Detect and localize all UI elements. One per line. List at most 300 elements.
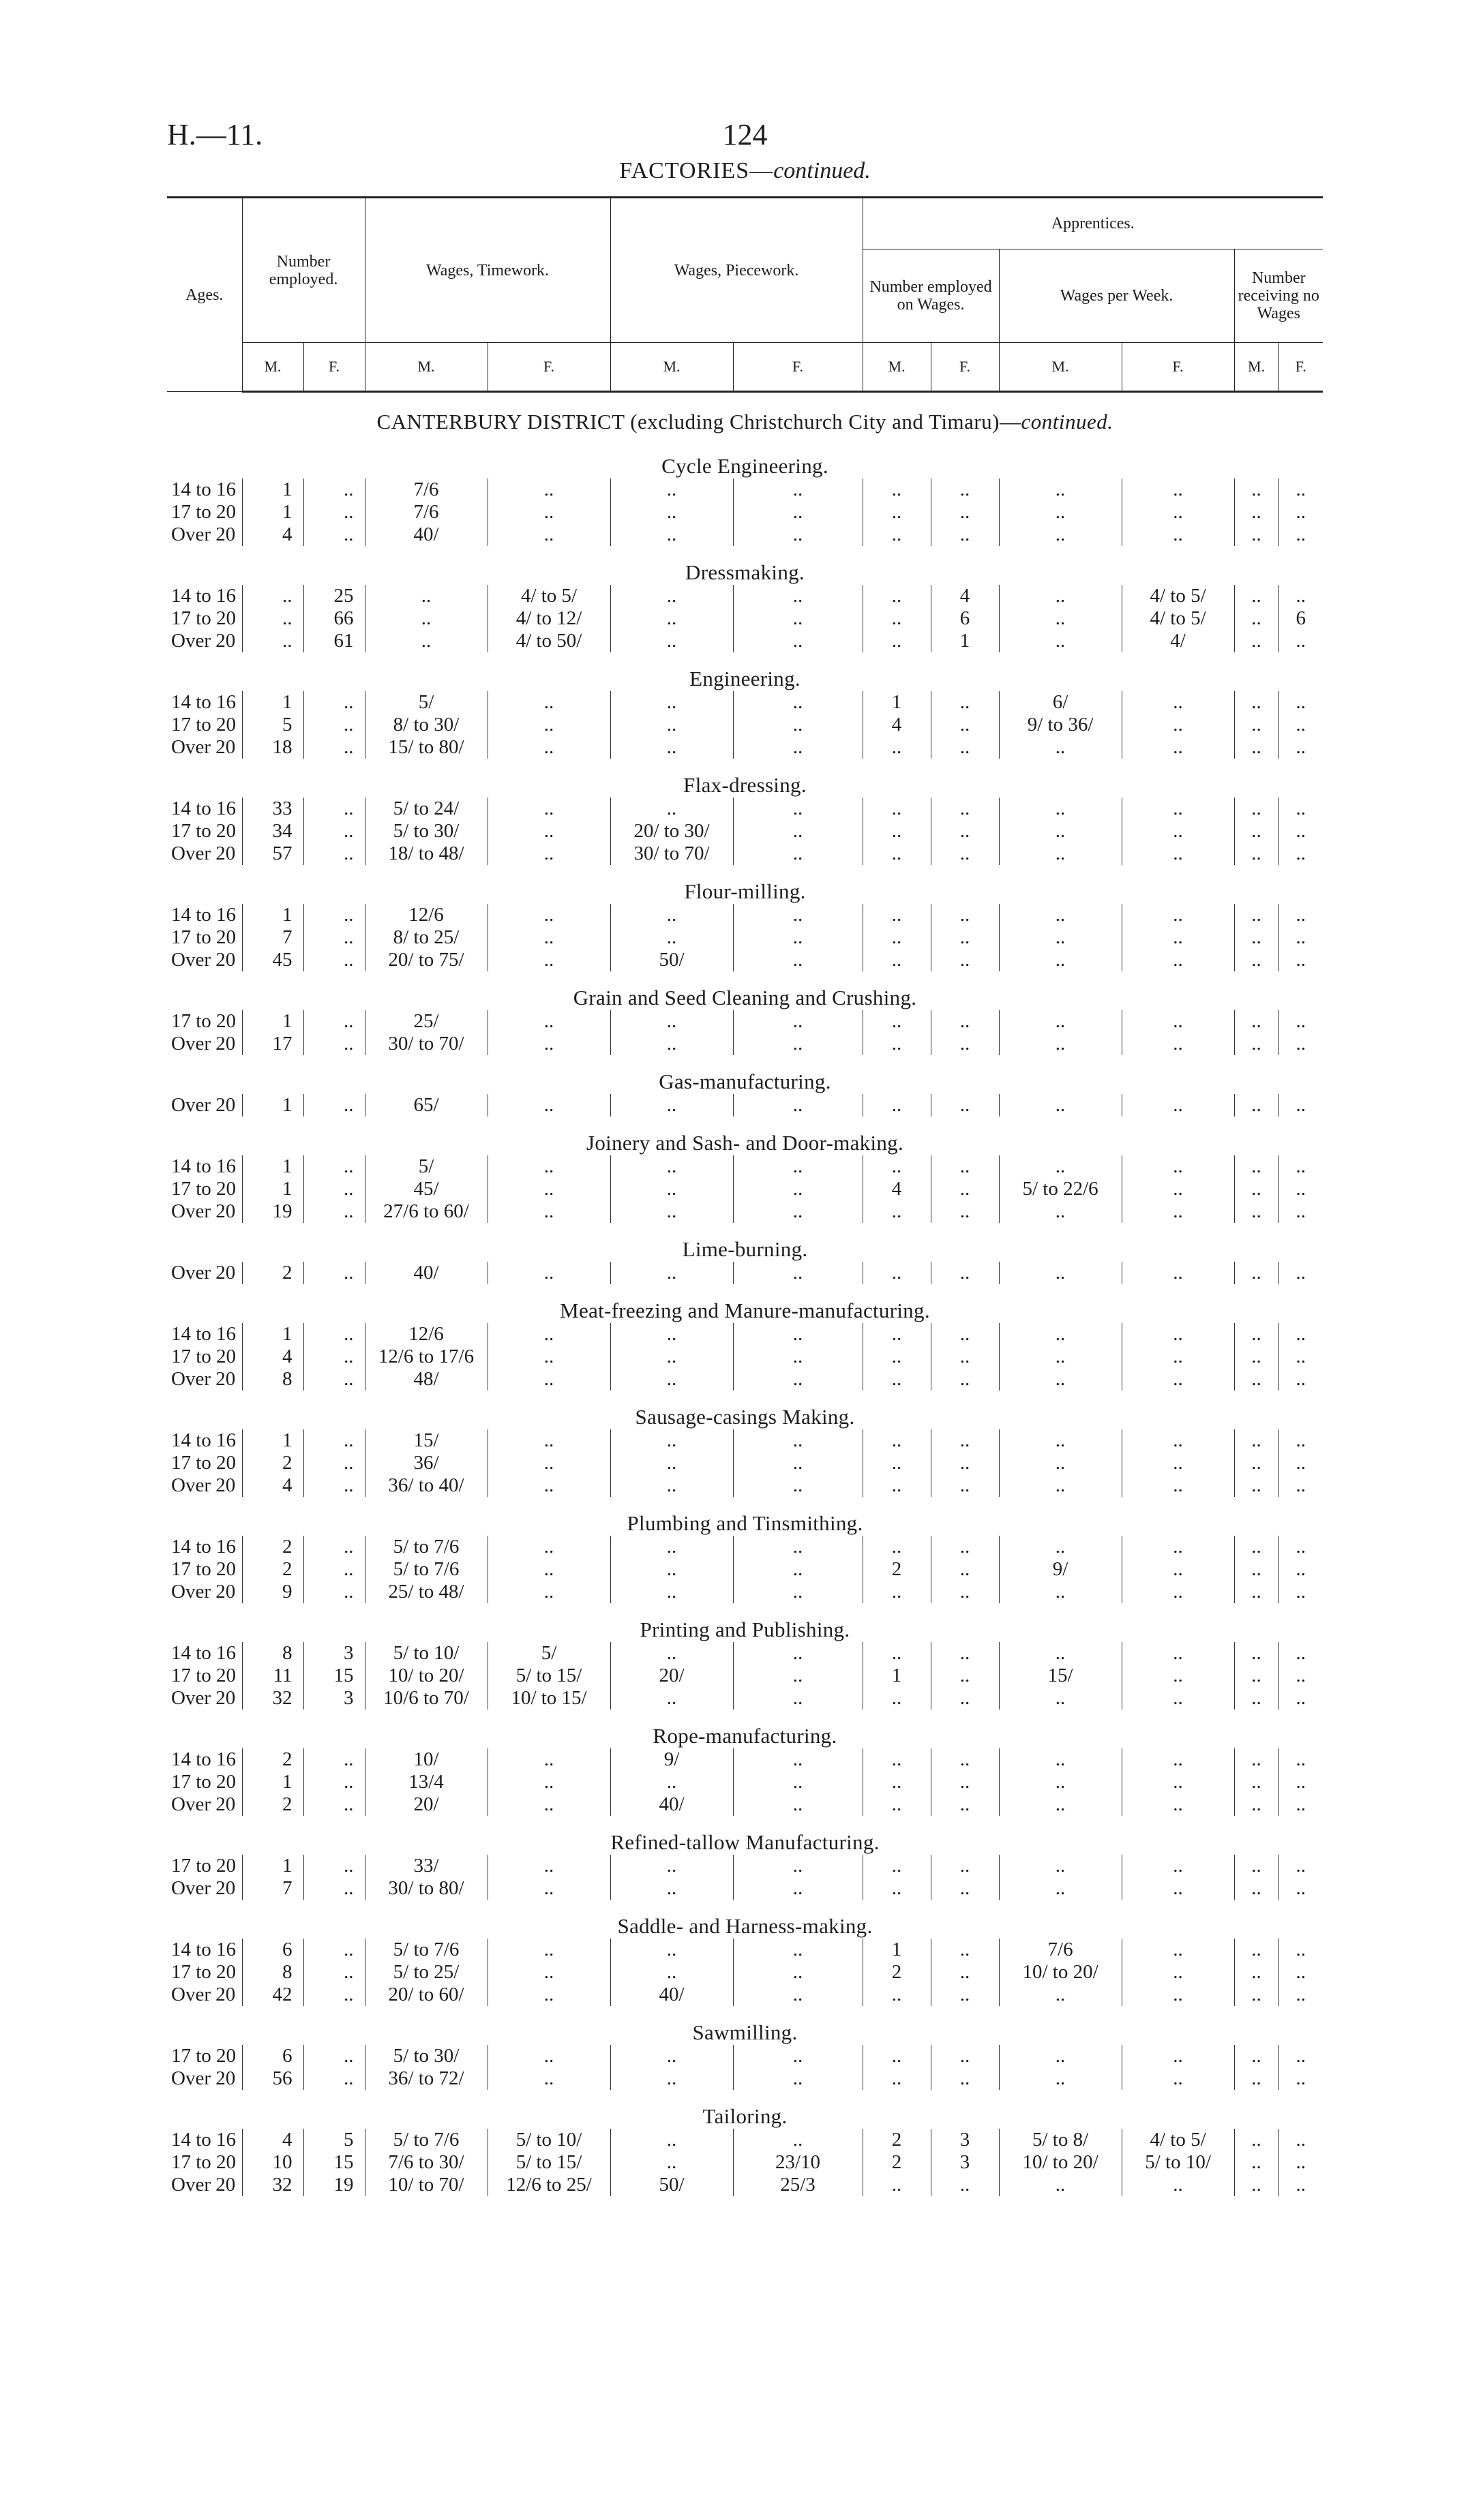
table-cell: 5/ to 25/ [365,1961,488,1984]
table-cell: 25/ [365,1010,488,1033]
table-cell: 15/ to 80/ [365,736,488,759]
table-cell: .. [303,1961,365,1984]
header-f: F. [303,343,365,392]
table-row [167,1793,1323,1816]
table-cell: .. [488,798,610,820]
table-row [167,842,1323,865]
section-title: Gas-manufacturing. [659,1069,831,1093]
table-cell: .. [931,1200,999,1223]
table-cell: .. [1234,736,1278,759]
table-cell: .. [1234,1877,1278,1900]
table-cell: 5/ to 7/6 [365,1536,488,1558]
table-cell: .. [733,501,863,523]
table-cell: .. [303,2045,365,2067]
table-cell: 20/ to 75/ [365,949,488,971]
table-cell: 1 [242,1094,303,1117]
table-cell: .. [1278,1687,1323,1710]
table-cell: .. [931,904,999,926]
page-title [167,158,1323,196]
table-cell: .. [242,585,303,607]
table-cell: .. [242,630,303,652]
table-cell: .. [488,1452,610,1474]
table-cell: .. [1122,714,1234,736]
table-cell: .. [303,949,365,971]
age-cell: Over 20 [171,1984,236,2005]
table-cell: .. [1234,523,1278,546]
table-row [167,501,1323,523]
table-cell: .. [733,1984,863,2006]
table-cell: .. [733,691,863,714]
table-cell: .. [1122,1984,1234,2006]
table-cell: 33/ [365,1855,488,1877]
table-cell: .. [931,1558,999,1581]
table-cell: .. [1234,904,1278,926]
table-cell: .. [999,585,1122,607]
table-row [167,2067,1323,2090]
table-cell: .. [488,1429,610,1452]
table-cell: 10/ to 20/ [999,1961,1122,1984]
table-cell: 10 [242,2151,303,2174]
table-cell: .. [999,1200,1122,1223]
section-title: Joinery and Sash- and Door-making. [586,1131,904,1155]
table-cell: .. [488,1877,610,1900]
table-cell: .. [733,523,863,546]
table-cell: .. [1278,1665,1323,1687]
table-cell: .. [863,1687,931,1710]
table-cell: .. [931,842,999,865]
age-cell: 17 to 20 [171,1961,237,1983]
table-cell: .. [733,1155,863,1178]
age-cell: 17 to 20 [171,714,237,735]
table-cell: .. [1122,1877,1234,1900]
table-cell: .. [931,1793,999,1816]
age-cell: Over 20 [171,1033,236,1054]
section-heading-row [167,1900,1323,1939]
table-cell: .. [1278,1323,1323,1346]
table-cell: 10/6 to 70/ [365,1687,488,1710]
table-cell: .. [1278,1961,1323,1984]
section-heading-row [167,1710,1323,1748]
table-cell: .. [1278,691,1323,714]
table-cell: .. [1278,1877,1323,1900]
table-cell: .. [1234,1033,1278,1055]
table-cell: 17 [242,1033,303,1055]
table-cell: .. [931,926,999,949]
table-cell: .. [303,1262,365,1284]
table-cell: .. [488,1323,610,1346]
table-cell: .. [733,798,863,820]
table-cell: 5/ to 30/ [365,2045,488,2067]
table-cell: .. [733,1368,863,1391]
table-row [167,1748,1323,1771]
table-row [167,1262,1323,1284]
table-cell: 1 [863,691,931,714]
table-cell: 61 [303,630,365,652]
table-cell: .. [610,1687,733,1710]
table-cell: 1 [242,1178,303,1200]
header-m: M. [1234,343,1278,392]
table-cell: .. [733,585,863,607]
table-cell: .. [863,1323,931,1346]
table-cell: 5/ to 8/ [999,2129,1122,2151]
table-cell: .. [1234,1984,1278,2006]
table-cell: .. [863,1748,931,1771]
table-cell: 1 [931,630,999,652]
header-f: F. [1122,343,1234,392]
table-cell: .. [1122,1346,1234,1368]
table-cell: .. [733,949,863,971]
table-cell: .. [1278,585,1323,607]
table-cell: .. [1234,630,1278,652]
table-cell: 50/ [610,2174,733,2196]
table-cell: .. [999,1748,1122,1771]
table-cell: 19 [303,2174,365,2196]
table-cell: .. [610,1474,733,1497]
table-cell: 5/ [488,1642,610,1665]
table-cell: .. [1234,842,1278,865]
table-cell: .. [1234,2045,1278,2067]
table-cell: 1 [242,1771,303,1793]
table-cell: .. [733,736,863,759]
table-cell: .. [999,1346,1122,1368]
table-cell: 9 [242,1581,303,1603]
table-cell: .. [610,1262,733,1284]
table-cell: .. [733,1346,863,1368]
table-cell: 8 [242,1368,303,1391]
table-cell: .. [1122,1262,1234,1284]
table-cell: .. [999,949,1122,971]
section-heading-row [167,759,1323,798]
table-cell: .. [1278,1474,1323,1497]
table-cell: 2 [242,1452,303,1474]
table-cell: .. [1234,1178,1278,1200]
table-cell: 20/ [610,1665,733,1687]
table-cell: .. [1234,1687,1278,1710]
page-header [167,102,1323,157]
table-cell: .. [1234,1558,1278,1581]
table-cell: .. [303,1984,365,2006]
table-cell: .. [1278,1346,1323,1368]
table-cell: .. [303,1033,365,1055]
table-cell: .. [1122,1581,1234,1603]
table-cell: .. [610,1368,733,1391]
table-cell: .. [1278,949,1323,971]
table-cell: .. [303,1346,365,1368]
table-cell: .. [863,523,931,546]
table-cell: .. [1278,2129,1323,2151]
table-cell: .. [999,1010,1122,1033]
table-cell: .. [1278,1939,1323,1961]
table-cell: .. [863,736,931,759]
table-row [167,949,1323,971]
age-cell: 14 to 16 [171,1323,237,1345]
table-cell: .. [488,904,610,926]
table-row [167,630,1323,652]
table-cell: .. [488,1474,610,1497]
table-cell: .. [733,1033,863,1055]
age-cell: Over 20 [171,2174,236,2196]
table-row [167,2174,1323,2196]
age-cell: Over 20 [171,1094,236,1116]
table-cell: .. [931,1855,999,1877]
table-cell: .. [1234,1642,1278,1665]
table-cell: 9/ to 36/ [999,714,1122,736]
table-cell: 25/ to 48/ [365,1581,488,1603]
table-cell: .. [303,1323,365,1346]
table-cell: .. [303,1939,365,1961]
table-cell: 4/ to 5/ [488,585,610,607]
table-cell: .. [1234,926,1278,949]
table-cell: .. [303,1452,365,1474]
table-cell: .. [1234,1323,1278,1346]
age-cell: Over 20 [171,1200,236,1222]
table-cell: .. [863,1200,931,1223]
table-cell: 2 [863,2151,931,2174]
district-suffix: continued. [1021,410,1113,434]
table-cell: 10/ to 20/ [365,1665,488,1687]
table-cell: .. [1122,1665,1234,1687]
table-cell: .. [610,1346,733,1368]
table-cell: .. [610,1558,733,1581]
section-heading-row [167,1055,1323,1094]
table-cell: 4/ to 5/ [1122,607,1234,630]
section-title: Plumbing and Tinsmithing. [627,1511,863,1535]
table-cell: .. [1234,820,1278,842]
table-cell: .. [488,1855,610,1877]
table-cell: 20/ [365,1793,488,1816]
header-f: F. [733,343,863,392]
table-cell: .. [931,1474,999,1497]
table-cell: .. [931,1581,999,1603]
table-cell: .. [733,1939,863,1961]
header-appr-wages-per-week: Wages per Week. [999,249,1234,343]
table-cell: .. [610,523,733,546]
age-cell: Over 20 [171,949,236,971]
table-cell: .. [1234,479,1278,501]
table-cell: .. [1278,1536,1323,1558]
table-cell: .. [1234,1200,1278,1223]
table-cell: 2 [863,1558,931,1581]
table-cell: 45 [242,949,303,971]
section-title: Printing and Publishing. [640,1618,850,1641]
table-cell: .. [303,523,365,546]
table-cell: .. [1278,1010,1323,1033]
table-cell: .. [931,1536,999,1558]
table-cell: .. [1122,1178,1234,1200]
table-cell: .. [999,1793,1122,1816]
table-cell: .. [863,2067,931,2090]
table-cell: 10/ to 20/ [999,2151,1122,2174]
table-cell: .. [999,1429,1122,1452]
page-title-suffix: continued. [773,158,871,183]
table-cell: .. [1122,1323,1234,1346]
table-cell: .. [931,1961,999,1984]
table-cell: .. [610,691,733,714]
table-cell: .. [733,1877,863,1900]
table-cell: .. [1234,1748,1278,1771]
age-cell: 14 to 16 [171,798,237,819]
table-cell: 1 [242,1010,303,1033]
age-cell: 17 to 20 [171,1346,237,1367]
table-cell: .. [1278,1178,1323,1200]
table-row [167,820,1323,842]
table-cell: .. [488,2067,610,2090]
table-cell: .. [999,523,1122,546]
table-cell: .. [863,1094,931,1117]
table-cell: 30/ to 70/ [365,1033,488,1055]
table-cell: .. [931,1877,999,1900]
table-cell: .. [1278,523,1323,546]
table-cell: .. [1234,1155,1278,1178]
table-row [167,1984,1323,2006]
table-cell: .. [488,1346,610,1368]
table-cell: .. [863,820,931,842]
table-cell: .. [1278,2045,1323,2067]
table-cell: .. [999,1094,1122,1117]
table-cell: 5/ to 22/6 [999,1178,1122,1200]
table-cell: .. [733,1429,863,1452]
table-cell: .. [999,820,1122,842]
table-cell: .. [488,1771,610,1793]
table-cell: .. [1234,1665,1278,1687]
table-cell: .. [1122,1200,1234,1223]
table-cell: .. [610,1155,733,1178]
table-cell: .. [610,2067,733,2090]
table-cell: .. [931,1033,999,1055]
table-cell: .. [303,736,365,759]
table-cell: .. [863,1452,931,1474]
table-cell: .. [733,1010,863,1033]
table-cell: 2 [863,2129,931,2151]
table-cell: 5/ to 15/ [488,1665,610,1687]
table-cell: 4 [242,1346,303,1368]
table-cell: 2 [242,1558,303,1581]
table-row [167,1429,1323,1452]
table-cell: .. [1234,1094,1278,1117]
table-cell: .. [931,1346,999,1368]
table-cell: .. [488,1010,610,1033]
table-cell: .. [863,1642,931,1665]
age-cell: 14 to 16 [171,1642,237,1664]
age-cell: Over 20 [171,1687,236,1709]
table-cell: .. [1122,2067,1234,2090]
table-cell: .. [1234,1939,1278,1961]
table-cell: .. [733,607,863,630]
table-cell: 1 [242,1155,303,1178]
table-cell: 12/6 [365,904,488,926]
section-title: Refined-tallow Manufacturing. [610,1830,880,1854]
table-cell: .. [733,1323,863,1346]
table-row [167,1474,1323,1497]
table-cell: .. [488,949,610,971]
table-cell: .. [931,798,999,820]
table-cell: .. [863,1368,931,1391]
table-cell: .. [1122,798,1234,820]
table-row [167,1581,1323,1603]
table-cell: 34 [242,820,303,842]
table-cell: 2 [242,1793,303,1816]
table-cell: .. [733,1793,863,1816]
section-title: Dressmaking. [685,560,805,584]
table-cell: .. [931,1368,999,1391]
table-cell: .. [1234,2067,1278,2090]
section-title: Tailoring. [702,2104,788,2128]
table-cell: .. [303,714,365,736]
age-cell: Over 20 [171,1581,236,1603]
table-cell: .. [931,1094,999,1117]
table-cell: 1 [242,1855,303,1877]
table-cell: .. [1278,1429,1323,1452]
age-cell: 17 to 20 [171,820,237,842]
table-cell: 50/ [610,949,733,971]
table-cell: 1 [242,1323,303,1346]
document-reference: H.—11. [167,118,263,151]
table-cell: 5/ to 7/6 [365,2129,488,2151]
table-cell: .. [1278,926,1323,949]
age-cell: Over 20 [171,1793,236,1815]
table-cell: .. [931,1178,999,1200]
table-cell: .. [1278,904,1323,926]
table-row [167,798,1323,820]
table-cell: .. [1278,1581,1323,1603]
table-cell: .. [610,798,733,820]
table-cell: .. [1278,1155,1323,1178]
table-cell: .. [610,479,733,501]
table-cell: 15/ [365,1429,488,1452]
table-cell: .. [1122,1771,1234,1793]
table-cell: .. [610,1961,733,1984]
table-cell: 9/ [999,1558,1122,1581]
table-cell: .. [733,1581,863,1603]
table-cell: .. [1278,1094,1323,1117]
table-cell: .. [733,1178,863,1200]
table-row [167,1665,1323,1687]
table-cell: .. [733,1771,863,1793]
table-cell: .. [1122,1536,1234,1558]
table-cell: .. [303,691,365,714]
table-cell: .. [303,820,365,842]
table-cell: .. [1122,1687,1234,1710]
table-cell: 5/ to 7/6 [365,1558,488,1581]
table-cell: .. [1234,1581,1278,1603]
section-heading-row [167,1497,1323,1536]
table-cell: .. [931,1748,999,1771]
age-cell: 17 to 20 [171,1010,237,1032]
table-cell: 40/ [365,523,488,546]
table-cell: .. [999,2174,1122,2196]
table-cell: .. [733,1452,863,1474]
table-cell: 40/ [365,1262,488,1284]
table-cell: .. [1278,1558,1323,1581]
table-cell: 25 [303,585,365,607]
table-cell: 19 [242,1200,303,1223]
table-cell: .. [488,1984,610,2006]
table-cell: .. [999,1368,1122,1391]
table-cell: 1 [242,691,303,714]
section-heading-row [167,971,1323,1010]
table-cell: .. [1234,1771,1278,1793]
table-cell: .. [863,607,931,630]
table-cell: .. [1122,501,1234,523]
table-cell: .. [931,501,999,523]
table-cell: .. [733,820,863,842]
table-cell: .. [303,842,365,865]
table-cell: 36/ to 72/ [365,2067,488,2090]
table-cell: .. [733,1687,863,1710]
table-cell: .. [863,479,931,501]
table-cell: .. [610,585,733,607]
header-m: M. [863,343,931,392]
